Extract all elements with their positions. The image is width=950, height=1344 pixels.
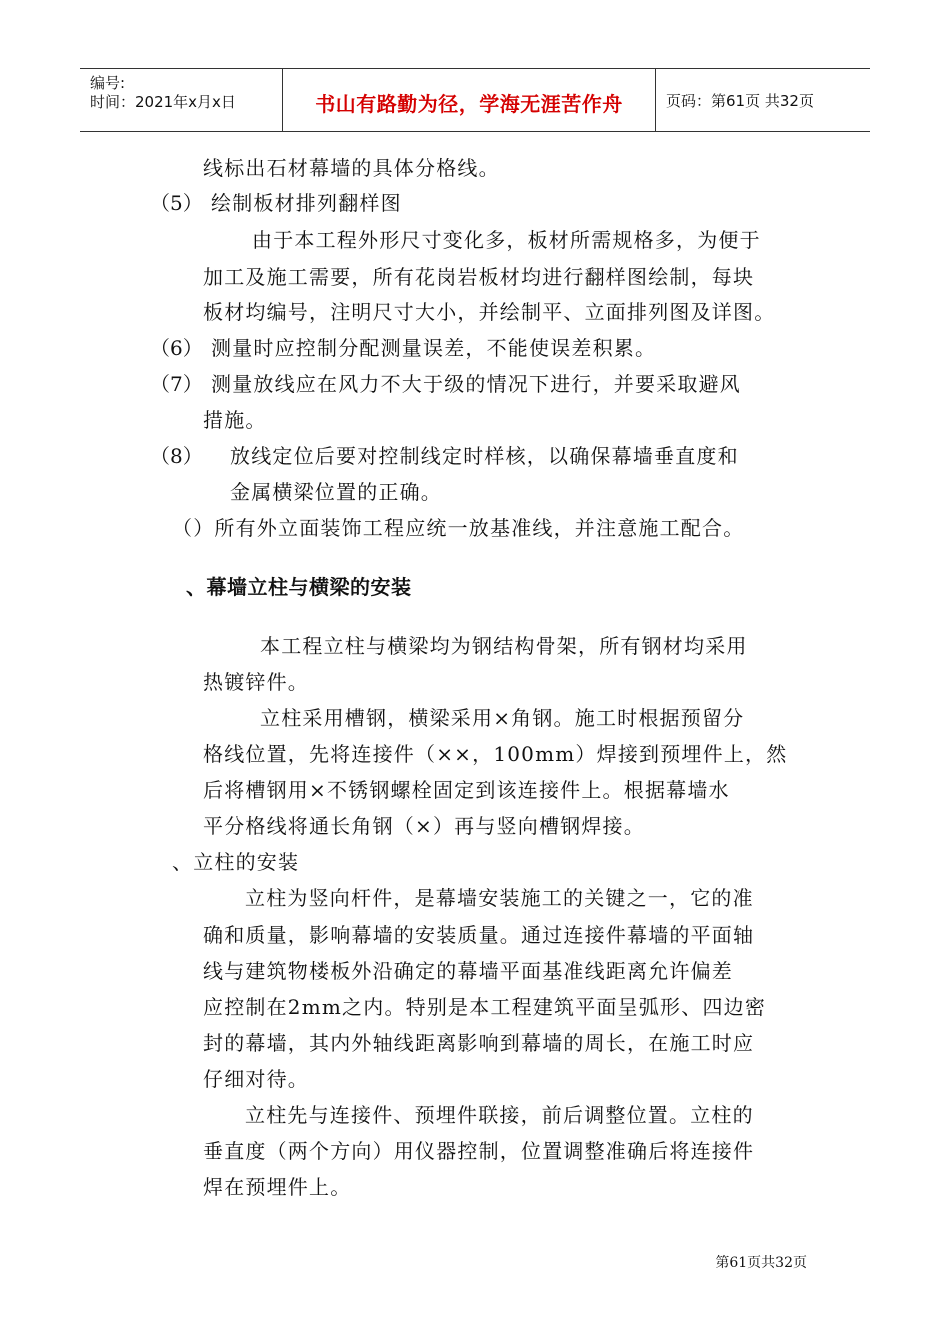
list-number: （6） (150, 336, 203, 360)
list-number: （5） (150, 191, 203, 215)
document-time: 时间：2021年x月x日 (90, 93, 236, 111)
header-meta-cell (80, 69, 282, 131)
paragraph-line: 确和质量，影响幕墙的安装质量。通过连接件幕墙的平面轴 (203, 923, 755, 947)
subsection-heading: 、立柱的安装 (172, 850, 300, 874)
paragraph-line: 立柱先与连接件、预埋件联接，前后调整位置。立柱的 (245, 1103, 754, 1127)
header-page-cell (656, 69, 870, 131)
paragraph-line: 金属横梁位置的正确。 (230, 480, 442, 504)
paragraph-line: 本工程立柱与横梁均为钢结构骨架，所有钢材均采用 (260, 634, 748, 658)
paragraph-line: 仔细对待。 (203, 1067, 309, 1091)
list-number: （8） (150, 444, 203, 468)
list-item-text: 放线定位后要对控制线定时样核，以确保幕墙垂直度和 (230, 444, 739, 468)
paragraph-line: 后将槽钢用×不锈钢螺栓固定到该连接件上。根据幕墙水 (203, 778, 730, 802)
paragraph-line: 由于本工程外形尺寸变化多，板材所需规格多，为便于 (252, 228, 761, 252)
section-heading: 、幕墙立柱与横梁的安装 (186, 575, 412, 599)
paragraph-line: 应控制在2mm之内。特别是本工程建筑平面呈弧形、四边密 (203, 995, 767, 1019)
header-motto-cell (282, 69, 656, 131)
paragraph-line: 热镀锌件。 (203, 670, 309, 694)
header-motto: 书山有路勤为径，学海无涯苦作舟 (315, 92, 623, 116)
paragraph-line: 线标出石材幕墙的具体分格线。 (203, 156, 500, 180)
paragraph-line: 立柱采用槽钢，横梁采用×角钢。施工时根据预留分 (260, 706, 745, 730)
paragraph-line: 线与建筑物楼板外沿确定的幕墙平面基准线距离允许偏差 (203, 959, 733, 983)
list-item-title: 绘制板材排列翻样图 (211, 191, 402, 215)
paragraph-line: 措施。 (203, 408, 267, 432)
paragraph-line: 加工及施工需要，所有花岗岩板材均进行翻样图绘制，每块 (203, 265, 755, 289)
header-page-number: 页码：第61页 共32页 (666, 92, 814, 110)
document-header (80, 68, 870, 132)
list-item-text: （）所有外立面装饰工程应统一放基准线，并注意施工配合。 (172, 516, 745, 540)
paragraph-line: 格线位置，先将连接件（××，100mm）焊接到预埋件上，然 (203, 742, 788, 766)
list-item-text: 测量放线应在风力不大于级的情况下进行，并要采取避风 (211, 372, 741, 396)
document-number: 编号: (90, 74, 126, 92)
paragraph-line: 板材均编号，注明尺寸大小，并绘制平、立面排列图及详图。 (203, 300, 776, 324)
list-item-text: 测量时应控制分配测量误差，不能使误差积累。 (211, 336, 657, 360)
paragraph-line: 立柱为竖向杆件，是幕墙安装施工的关键之一，它的准 (245, 886, 754, 910)
list-number: （7） (150, 372, 203, 396)
paragraph-line: 垂直度（两个方向）用仪器控制，位置调整准确后将连接件 (203, 1139, 755, 1163)
paragraph-line: 封的幕墙，其内外轴线距离影响到幕墙的周长，在施工时应 (203, 1031, 755, 1055)
paragraph-line: 焊在预埋件上。 (203, 1175, 352, 1199)
paragraph-line: 平分格线将通长角钢（×）再与竖向槽钢焊接。 (203, 814, 645, 838)
page-footer: 第61页共32页 (715, 1255, 807, 1271)
